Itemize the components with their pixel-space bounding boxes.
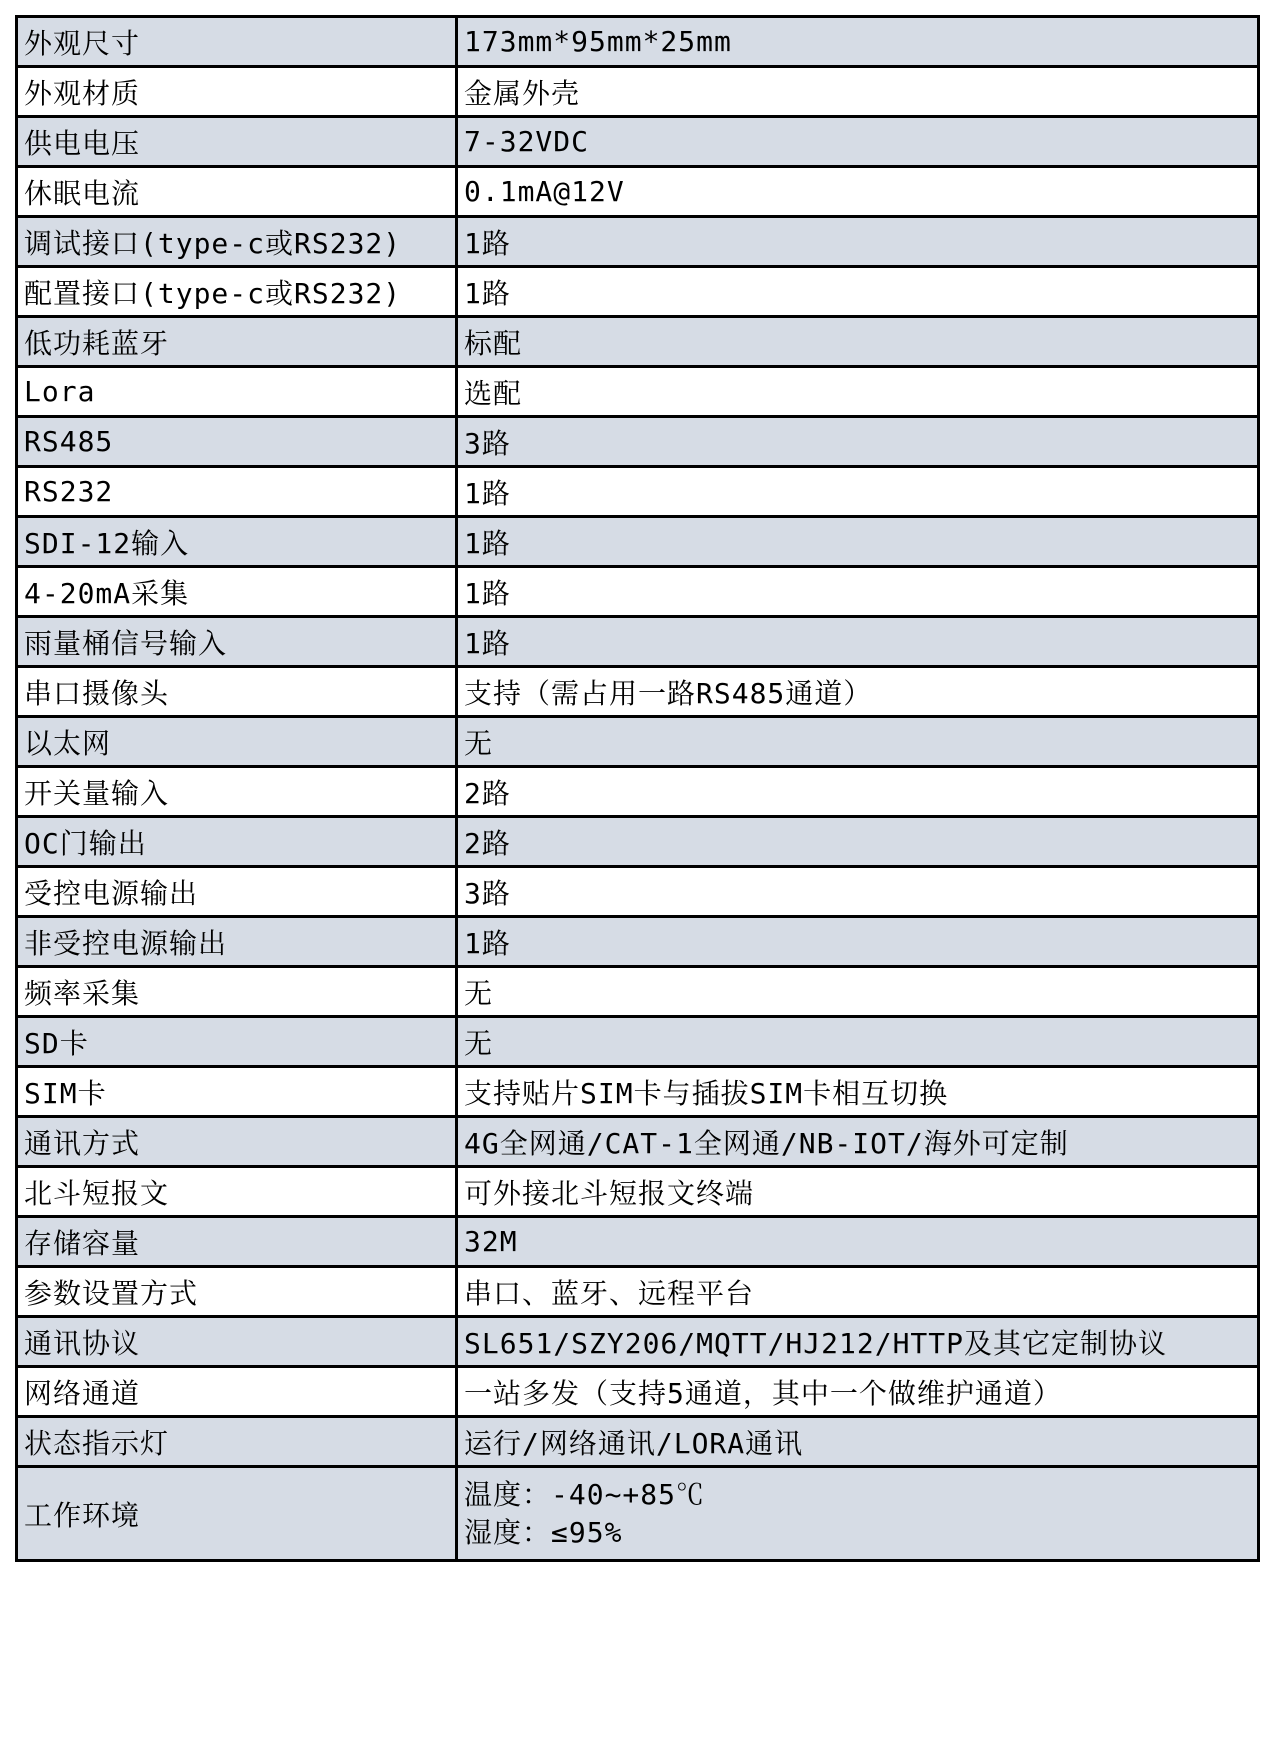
table-row xyxy=(17,367,1259,417)
spec-value: 1路 xyxy=(457,217,1259,267)
spec-label: 通讯协议 xyxy=(17,1317,457,1367)
table-row xyxy=(17,667,1259,717)
spec-value: 7-32VDC xyxy=(457,117,1259,167)
spec-value: 选配 xyxy=(457,367,1259,417)
spec-label: 休眠电流 xyxy=(17,167,457,217)
spec-value: 一站多发（支持5通道，其中一个做维护通道） xyxy=(457,1367,1259,1417)
spec-value: 无 xyxy=(457,1017,1259,1067)
spec-value: 串口、蓝牙、远程平台 xyxy=(457,1267,1259,1317)
spec-label: OC门输出 xyxy=(17,817,457,867)
spec-value: 32M xyxy=(457,1217,1259,1267)
table-row xyxy=(17,1217,1259,1267)
table-row xyxy=(17,1267,1259,1317)
spec-table xyxy=(15,15,1260,1562)
spec-label: 4-20mA采集 xyxy=(17,567,457,617)
table-row xyxy=(17,67,1259,117)
spec-value: 金属外壳 xyxy=(457,67,1259,117)
spec-label: 网络通道 xyxy=(17,1367,457,1417)
spec-label: 外观材质 xyxy=(17,67,457,117)
table-row xyxy=(17,967,1259,1017)
spec-value: 1路 xyxy=(457,517,1259,567)
spec-label: RS485 xyxy=(17,417,457,467)
table-row xyxy=(17,867,1259,917)
spec-label: 非受控电源输出 xyxy=(17,917,457,967)
spec-label: 供电电压 xyxy=(17,117,457,167)
table-row xyxy=(17,617,1259,667)
spec-value: 可外接北斗短报文终端 xyxy=(457,1167,1259,1217)
spec-label: 串口摄像头 xyxy=(17,667,457,717)
table-row xyxy=(17,117,1259,167)
spec-label: 北斗短报文 xyxy=(17,1167,457,1217)
spec-label: 通讯方式 xyxy=(17,1117,457,1167)
spec-value: 0.1mA@12V xyxy=(457,167,1259,217)
spec-value: SL651/SZY206/MQTT/HJ212/HTTP及其它定制协议 xyxy=(457,1317,1259,1367)
table-row xyxy=(17,217,1259,267)
spec-value: 1路 xyxy=(457,467,1259,517)
spec-label: 以太网 xyxy=(17,717,457,767)
spec-label: 频率采集 xyxy=(17,967,457,1017)
temperature-range: 温度：-40~+85℃ xyxy=(464,1477,706,1511)
table-row xyxy=(17,717,1259,767)
spec-label: 配置接口(type-c或RS232) xyxy=(17,267,457,317)
spec-label: 开关量输入 xyxy=(17,767,457,817)
spec-value: 1路 xyxy=(457,267,1259,317)
spec-label: 参数设置方式 xyxy=(17,1267,457,1317)
spec-value: 运行/网络通讯/LORA通讯 xyxy=(457,1417,1259,1467)
spec-label: SIM卡 xyxy=(17,1067,457,1117)
humidity-range: 湿度：≤95% xyxy=(464,1515,623,1549)
spec-label: Lora xyxy=(17,367,457,417)
spec-value xyxy=(457,1467,1259,1561)
spec-label: 外观尺寸 xyxy=(17,17,457,67)
spec-label: 雨量桶信号输入 xyxy=(17,617,457,667)
table-row xyxy=(17,1117,1259,1167)
table-row xyxy=(17,267,1259,317)
table-row xyxy=(17,167,1259,217)
spec-value: 标配 xyxy=(457,317,1259,367)
spec-value: 支持（需占用一路RS485通道） xyxy=(457,667,1259,717)
table-row xyxy=(17,1017,1259,1067)
spec-label: 调试接口(type-c或RS232) xyxy=(17,217,457,267)
spec-label: 受控电源输出 xyxy=(17,867,457,917)
table-row xyxy=(17,567,1259,617)
spec-value: 无 xyxy=(457,967,1259,1017)
spec-label: 状态指示灯 xyxy=(17,1417,457,1467)
spec-value: 2路 xyxy=(457,767,1259,817)
spec-label: SDI-12输入 xyxy=(17,517,457,567)
table-row xyxy=(17,467,1259,517)
table-row xyxy=(17,17,1259,67)
spec-value: 1路 xyxy=(457,917,1259,967)
spec-value: 3路 xyxy=(457,867,1259,917)
spec-value: 无 xyxy=(457,717,1259,767)
spec-value: 1路 xyxy=(457,567,1259,617)
spec-label: RS232 xyxy=(17,467,457,517)
table-row xyxy=(17,817,1259,867)
spec-label: 低功耗蓝牙 xyxy=(17,317,457,367)
table-row xyxy=(17,1167,1259,1217)
spec-table-body xyxy=(17,17,1259,1561)
table-row xyxy=(17,517,1259,567)
table-row xyxy=(17,767,1259,817)
spec-value: 1路 xyxy=(457,617,1259,667)
spec-label: SD卡 xyxy=(17,1017,457,1067)
spec-value: 4G全网通/CAT-1全网通/NB-IOT/海外可定制 xyxy=(457,1117,1259,1167)
spec-value: 2路 xyxy=(457,817,1259,867)
table-row xyxy=(17,317,1259,367)
table-row xyxy=(17,917,1259,967)
spec-label: 存储容量 xyxy=(17,1217,457,1267)
table-row xyxy=(17,417,1259,467)
table-row-operating-environment xyxy=(17,1467,1259,1561)
table-row xyxy=(17,1367,1259,1417)
spec-value: 173mm*95mm*25mm xyxy=(457,17,1259,67)
spec-value: 3路 xyxy=(457,417,1259,467)
spec-label: 工作环境 xyxy=(17,1467,457,1561)
spec-value: 支持贴片SIM卡与插拔SIM卡相互切换 xyxy=(457,1067,1259,1117)
table-row xyxy=(17,1067,1259,1117)
table-row xyxy=(17,1417,1259,1467)
table-row xyxy=(17,1317,1259,1367)
